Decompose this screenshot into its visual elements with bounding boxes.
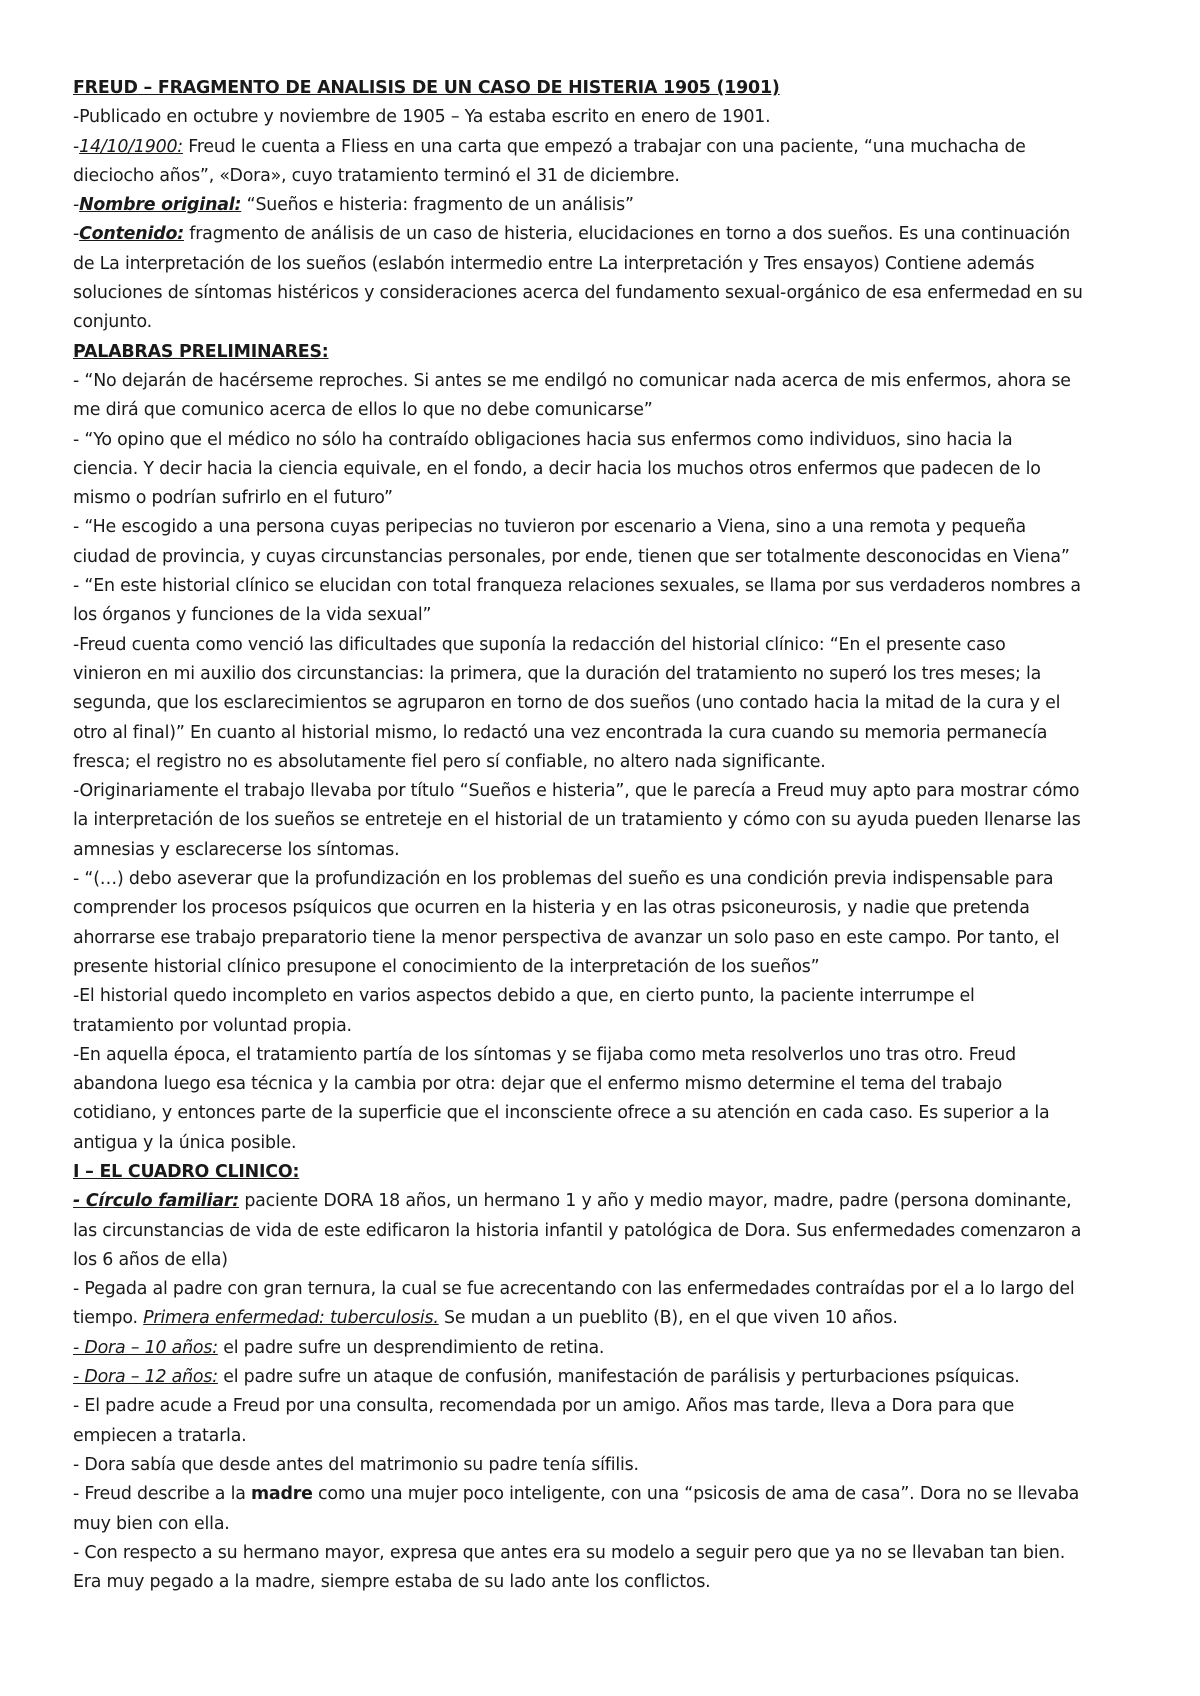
familiar-paragraph xyxy=(73,1187,1148,1216)
dora-12-paragraph xyxy=(73,1363,1148,1392)
consulta-line-2: empiecen a tratarla. xyxy=(73,1425,247,1446)
dora-10-text: el padre sufre un desprendimiento de retina. xyxy=(217,1337,605,1358)
text-line: presente historial clínico presupone el conocimiento de la interpretación de los sueños” xyxy=(73,956,820,977)
text-line: amnesias y esclarecerse los síntomas. xyxy=(73,839,400,860)
name-paragraph: -Nombre original: “Sueños e histeria: fragmento de un análisis” xyxy=(73,195,634,216)
text-line: la interpretación de los sueños se entreteje en el historial de un tratamiento y cómo con su ayuda pueden llenarse las xyxy=(73,810,1081,831)
familiar-line-2: las circunstancias de vida de este edificaron la historia infantil y patológica de Dora. Sus enfermedades comenzaron a xyxy=(73,1220,1082,1241)
madre-line-2: muy bien con ella. xyxy=(73,1513,230,1534)
text-line: ciudad de provincia, y cuyas circunstancias personales, por ende, tienen que ser totalmente desconocidas en Viena” xyxy=(73,546,1070,567)
text-line: - “He escogido a una persona cuyas peripecias no tuvieron por escenario a Viena, sino a una remota y pequeña xyxy=(73,517,1026,538)
madre-text-a: - Freud describe a la xyxy=(73,1484,252,1505)
document-title: FREUD – FRAGMENTO DE ANALISIS DE UN CASO DE HISTERIA 1905 (1901) xyxy=(73,78,780,98)
text-line: abandona luego esa técnica y la cambia por otra: dejar que el enfermo mismo determine el tema del trabajo xyxy=(73,1074,1003,1095)
content-label: Contenido: xyxy=(79,224,184,245)
text-line: -El historial quedo incompleto en varios aspectos debido a que, en cierto punto, la paciente interrumpe el xyxy=(73,986,975,1007)
text-line: ciencia. Y decir hacia la ciencia equivale, en el fondo, a decir hacia los muchos otros enfermos que padecen de lo xyxy=(73,458,1041,479)
pegada-text-a: tiempo. xyxy=(73,1308,144,1329)
sifilis-line: - Dora sabía que desde antes del matrimonio su padre tenía sífilis. xyxy=(73,1454,639,1475)
content-line-3: soluciones de síntomas histéricos y consideraciones acerca del fundamento sexual-orgánico de esa enfermedad en su xyxy=(73,283,1083,304)
date-label: 14/10/1900: xyxy=(79,136,183,157)
text-line: vinieron en mi auxilio dos circunstancias: la primera, que la duración del tratamiento no superó los tres meses; la xyxy=(73,663,1042,684)
text-line: - “(…) debo aseverar que la profundización en los problemas del sueño es una condición previa indispensable para xyxy=(73,869,1054,890)
name-text: “Sueños e histeria: fragmento de un análisis” xyxy=(241,195,634,216)
text-line: mismo o podrían sufrirlo en el futuro” xyxy=(73,488,393,509)
text-line: los órganos y funciones de la vida sexual” xyxy=(73,605,432,626)
familiar-line-3: los 6 años de ella) xyxy=(73,1249,228,1270)
name-label: Nombre original: xyxy=(79,195,242,216)
consulta-line-1: - El padre acude a Freud por una consulta, recomendada por un amigo. Años mas tarde, lleva a Dora para que xyxy=(73,1396,1015,1417)
section-heading-preliminares: PALABRAS PRELIMINARES: xyxy=(73,341,329,362)
madre-word: madre xyxy=(251,1484,313,1505)
dora-12-label: - Dora – 12 años: xyxy=(73,1367,218,1388)
text-line: cotidiano, y entonces parte de la superficie que el inconsciente ofrece a su atención en cada caso. Es superior a la xyxy=(73,1103,1050,1124)
text-line: me dirá que comunico acerca de ellos lo que no debe comunicarse” xyxy=(73,400,653,421)
hermano-line-2: Era muy pegado a la madre, siempre estaba de su lado ante los conflictos. xyxy=(73,1572,711,1593)
familiar-text: paciente DORA 18 años, un hermano 1 y año y medio mayor, madre, padre (persona dominante, xyxy=(239,1191,1072,1212)
section-heading-cuadro: I – EL CUADRO CLINICO: xyxy=(73,1161,300,1182)
text-line: - “No dejarán de hacérseme reproches. Si antes se me endilgó no comunicar nada acerca de mis enfermos, ahora se xyxy=(73,370,1071,391)
text-line: - “Yo opino que el médico no sólo ha contraído obligaciones hacia sus enfermos como individuos, sino hacia la xyxy=(73,429,1013,450)
text-line: -En aquella época, el tratamiento partía de los síntomas y se fijaba como meta resolverlos uno tras otro. Freud xyxy=(73,1044,1016,1065)
pegada-text-c: Se mudan a un pueblito (B), en el que viven 10 años. xyxy=(438,1308,898,1329)
text-line: -Originariamente el trabajo llevaba por título “Sueños e histeria”, que le parecía a Freud muy apto para mostrar cómo xyxy=(73,781,1080,802)
text-line: comprender los procesos psíquicos que ocurren en la histeria y en las otras psiconeurosis, y nadie que pretenda xyxy=(73,898,1030,919)
madre-text-c: como una mujer poco inteligente, con una “psicosis de ama de casa”. Dora no se llevaba xyxy=(312,1484,1080,1505)
content-line-4: conjunto. xyxy=(73,312,152,333)
text-line: - “En este historial clínico se elucidan con total franqueza relaciones sexuales, se llama por sus verdaderos nombres a xyxy=(73,576,1081,597)
text-line: otro al final)” En cuanto al historial mismo, lo redactó una vez encontrada la cura cuando su memoria permanecía xyxy=(73,722,1048,743)
date-text: Freud le cuenta a Fliess en una carta que empezó a trabajar con una paciente, “una muchacha de xyxy=(182,136,1026,157)
pegada-line-2 xyxy=(73,1304,1148,1333)
preliminares-body xyxy=(73,367,1148,1158)
document-page xyxy=(73,74,1148,1597)
published-note: -Publicado en octubre y noviembre de 1905 – Ya estaba escrito en enero de 1901. xyxy=(73,107,771,128)
dora-10-label: - Dora – 10 años: xyxy=(73,1337,218,1358)
text-line: tratamiento por voluntad propia. xyxy=(73,1015,352,1036)
content-line-2: de La interpretación de los sueños (eslabón intermedio entre La interpretación y Tres ensayos) Contiene además xyxy=(73,253,1035,274)
date-paragraph-cont: dieciocho años”, «Dora», cuyo tratamiento terminó el 31 de diciembre. xyxy=(73,165,680,186)
content-text: fragmento de análisis de un caso de histeria, elucidaciones en torno a dos sueños. Es una continuación xyxy=(183,224,1071,245)
text-line: antigua y la única posible. xyxy=(73,1132,297,1153)
dora-12-text: el padre sufre un ataque de confusión, manifestación de parálisis y perturbaciones psíquicas. xyxy=(217,1367,1020,1388)
dora-10-paragraph xyxy=(73,1334,1148,1363)
text-line: segunda, que los esclarecimientos se agruparon en torno de dos sueños (uno contado hacia la mitad de la cura y el xyxy=(73,693,1061,714)
familiar-label: - Círculo familiar: xyxy=(73,1191,239,1212)
content-paragraph: -Contenido: fragmento de análisis de un caso de histeria, elucidaciones en torno a dos sueños. Es una continuación xyxy=(73,224,1071,245)
date-paragraph: -14/10/1900: Freud le cuenta a Fliess en una carta que empezó a trabajar con una paciente, “una muchacha de xyxy=(73,136,1026,157)
hermano-line-1: - Con respecto a su hermano mayor, expresa que antes era su modelo a seguir pero que ya no se llevaban tan bien. xyxy=(73,1542,1066,1563)
text-line: fresca; el registro no es absolutamente fiel pero sí confiable, no altero nada significante. xyxy=(73,751,826,772)
madre-paragraph xyxy=(73,1480,1148,1509)
pegada-line-1: - Pegada al padre con gran ternura, la cual se fue acrecentando con las enfermedades contraídas por el a lo largo del xyxy=(73,1279,1075,1300)
primera-enfermedad: Primera enfermedad: tuberculosis. xyxy=(143,1308,439,1329)
text-line: ahorrarse ese trabajo preparatorio tiene la menor perspectiva de avanzar un solo paso en este campo. Por tanto, el xyxy=(73,927,1060,948)
text-line: -Freud cuenta como venció las dificultades que suponía la redacción del historial clínico: “En el presente caso xyxy=(73,634,1006,655)
